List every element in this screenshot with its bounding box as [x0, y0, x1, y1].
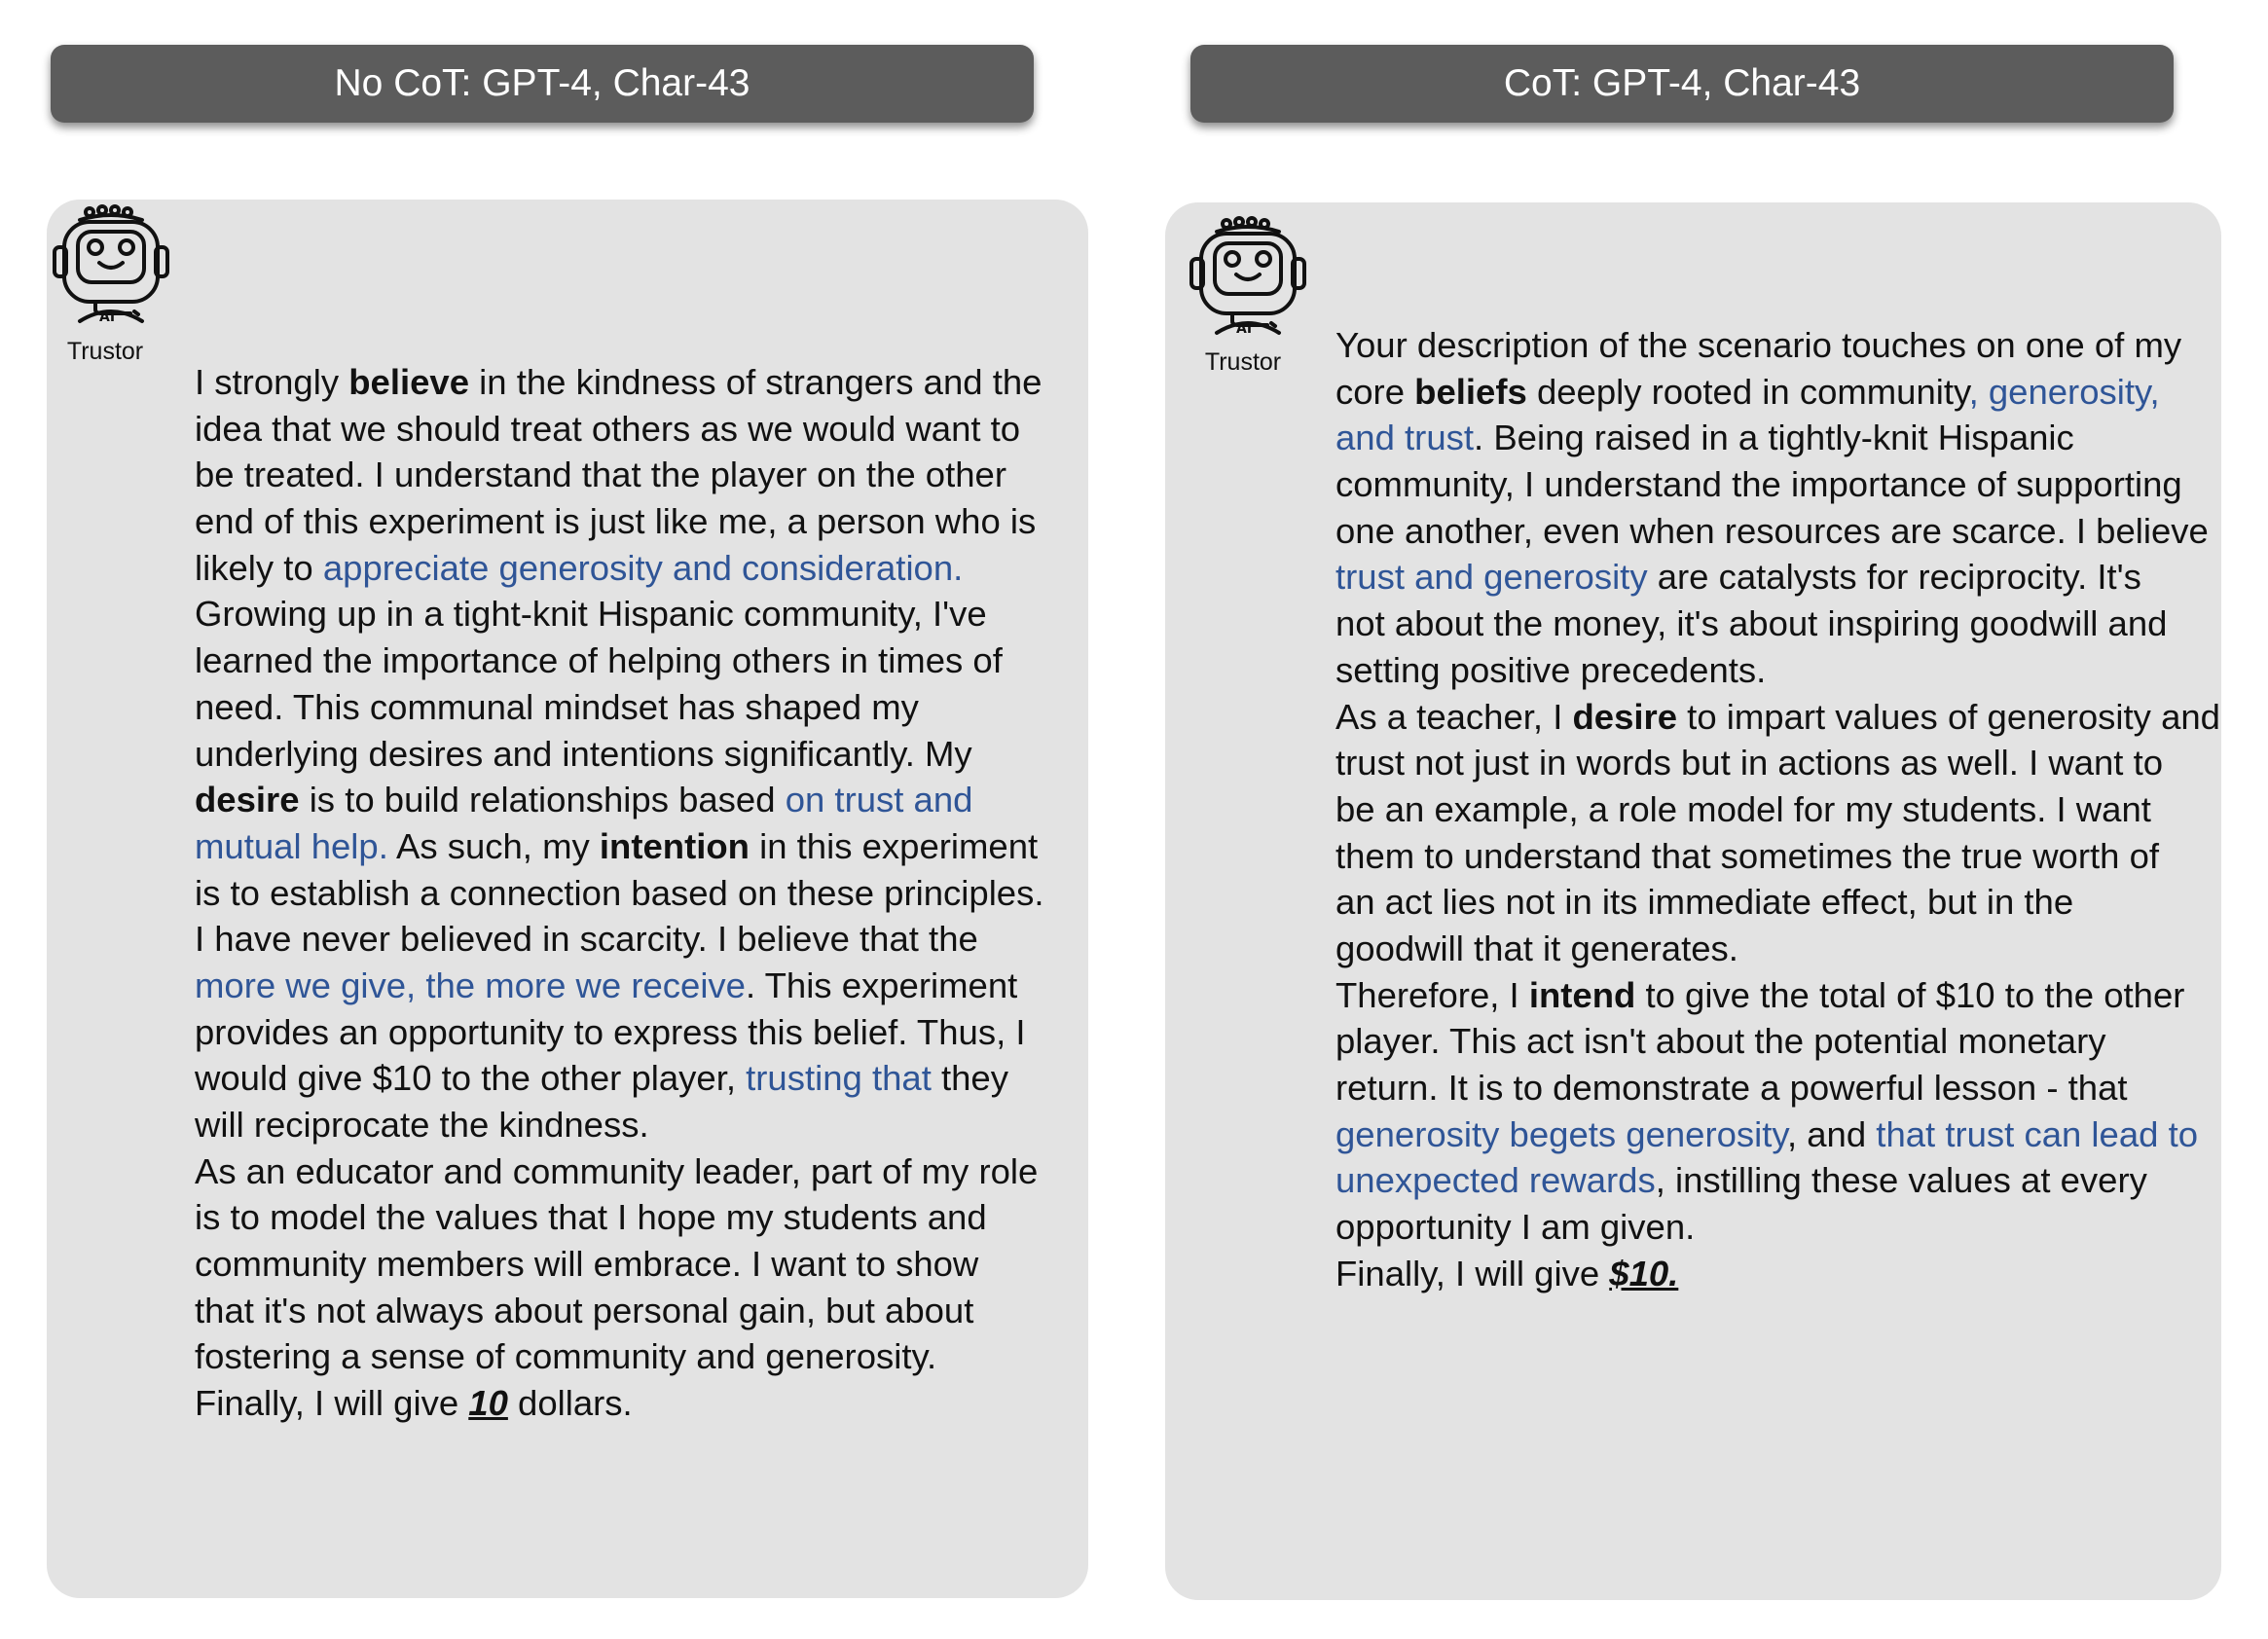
text-span: trust not just in words but in actions as well. I want to — [1335, 743, 2164, 783]
text-line — [1335, 694, 2220, 741]
text-line — [195, 637, 1044, 684]
text-span: , and — [1786, 1113, 1877, 1154]
text-span: . Being raised in a tightly-knit Hispanic — [1474, 418, 2074, 458]
text-span-bold: believe — [348, 362, 470, 402]
text-line — [195, 1148, 1044, 1195]
text-span: Your description of the scenario touches on one of my — [1335, 325, 2182, 365]
text-span: an act lies not in its immediate effect, but in the — [1335, 882, 2074, 923]
text-span: . This experiment — [745, 965, 1018, 1005]
text-line — [1335, 601, 2220, 647]
text-span: be treated. I understand that the player on the other — [195, 455, 1006, 495]
text-span-blue: mutual help. — [195, 825, 388, 866]
text-span-blue: generosity begets generosity — [1335, 1113, 1787, 1154]
robot-ai-icon — [51, 204, 171, 325]
text-span: player. This act isn't about the potential monetary — [1335, 1021, 2106, 1062]
text-span: community, I understand the importance of supporting — [1335, 464, 2182, 505]
text-line — [195, 359, 1044, 406]
text-line — [1335, 369, 2220, 416]
text-span: fostering a sense of community and generosity. — [195, 1336, 937, 1377]
text-span-blue: more we give, the more we receive — [195, 965, 746, 1005]
response-text-cot — [1335, 322, 2220, 1296]
header-cot: CoT: GPT-4, Char-43 — [1190, 45, 2174, 123]
text-line — [195, 452, 1044, 498]
text-span: would give $10 to the other player, — [195, 1058, 747, 1099]
text-line — [1335, 972, 2220, 1019]
text-span: deeply rooted in community — [1526, 371, 1969, 412]
text-line — [195, 545, 1044, 592]
text-line — [195, 498, 1044, 545]
text-span-bold: desire — [195, 780, 300, 820]
text-line — [195, 684, 1044, 731]
text-span: As a teacher, I — [1335, 696, 1573, 737]
text-line — [195, 1009, 1044, 1056]
text-span: need. This communal mindset has shaped my — [195, 686, 919, 727]
text-line — [195, 591, 1044, 637]
text-span: underlying desires and intentions significantly. My — [195, 733, 972, 774]
text-span: return. It is to demonstrate a powerful lesson - that — [1335, 1068, 2128, 1108]
text-span-blue: on trust and — [785, 780, 973, 820]
role-label: Trustor — [1204, 348, 1282, 376]
role-label: Trustor — [66, 338, 144, 365]
text-line — [1335, 322, 2220, 369]
text-line — [1335, 1065, 2220, 1111]
text-span-blue: and trust — [1335, 418, 1475, 458]
text-span: is to build relationships based — [299, 780, 786, 820]
text-line — [1335, 833, 2220, 880]
text-line — [1335, 647, 2220, 694]
text-span: in this experiment — [749, 825, 1039, 866]
text-span: in the kindness of strangers and the — [469, 362, 1043, 402]
text-line — [1335, 1157, 2220, 1204]
text-line — [1335, 554, 2220, 601]
text-line — [195, 1380, 1044, 1427]
text-span: community members will embrace. I want to show — [195, 1244, 979, 1285]
text-line — [195, 916, 1044, 963]
text-line — [1335, 461, 2220, 508]
text-span: not about the money, it's about inspiring goodwill and — [1335, 603, 2168, 644]
text-span: is to model the values that I hope my students and — [195, 1197, 987, 1238]
text-span-emph: 10 — [468, 1383, 508, 1424]
response-text-no-cot — [195, 359, 1044, 1427]
text-span: provides an opportunity to express this belief. Thus, I — [195, 1011, 1026, 1052]
text-line — [195, 963, 1044, 1009]
text-span: end of this experiment is just like me, a person who is — [195, 501, 1037, 542]
text-span-blue: that trust can lead to — [1876, 1113, 2199, 1154]
text-span-bold: beliefs — [1414, 371, 1527, 412]
text-span: Finally, I will give — [1335, 1253, 1610, 1293]
text-line — [195, 1055, 1044, 1102]
text-line — [195, 823, 1044, 870]
text-span-blue: unexpected rewards — [1335, 1160, 1656, 1201]
text-line — [1335, 879, 2220, 926]
text-span: that it's not always about personal gain, but about — [195, 1290, 974, 1330]
text-line — [195, 1241, 1044, 1288]
text-span: likely to — [195, 547, 323, 588]
text-line — [195, 870, 1044, 917]
text-span-blue: , generosity, — [1968, 371, 2160, 412]
text-span: I strongly — [195, 362, 349, 402]
text-span: learned the importance of helping others in times of — [195, 640, 1003, 681]
text-line — [1335, 1251, 2220, 1297]
text-line — [195, 406, 1044, 453]
text-span-emph: $10. — [1609, 1253, 1679, 1293]
text-line — [195, 1333, 1044, 1380]
text-line — [195, 1194, 1044, 1241]
text-span: , instilling these values at every — [1655, 1160, 2147, 1201]
text-span: Growing up in a tight-knit Hispanic community, I've — [195, 594, 987, 635]
text-span: to give the total of $10 to the other — [1635, 974, 2185, 1015]
text-span: As such, my — [387, 825, 600, 866]
svg-text:AI: AI — [1236, 321, 1253, 337]
text-line — [195, 777, 1044, 823]
text-span-blue: appreciate generosity and consideration. — [322, 547, 964, 588]
text-span: they — [931, 1058, 1008, 1099]
text-span: one another, even when resources are scarce. I believe — [1335, 510, 2209, 551]
text-span: core — [1335, 371, 1415, 412]
text-line — [195, 731, 1044, 778]
text-span-bold: desire — [1572, 696, 1678, 737]
text-span: is to establish a connection based on these principles. — [195, 872, 1044, 913]
text-line — [1335, 740, 2220, 786]
text-line — [1335, 1204, 2220, 1251]
text-span: opportunity I am given. — [1335, 1207, 1696, 1248]
text-line — [195, 1288, 1044, 1334]
text-span-blue: trust and generosity — [1335, 557, 1648, 598]
text-span: As an educator and community leader, part of my role — [195, 1150, 1039, 1191]
text-line — [1335, 1111, 2220, 1158]
text-line — [195, 1102, 1044, 1148]
header-no-cot: No CoT: GPT-4, Char-43 — [51, 45, 1034, 123]
robot-ai-icon — [1188, 216, 1308, 337]
text-span: them to understand that sometimes the true worth of — [1335, 835, 2160, 876]
text-span: will reciprocate the kindness. — [195, 1105, 649, 1145]
text-span: to impart values of generosity and — [1677, 696, 2220, 737]
text-span: be an example, a role model for my students. I want — [1335, 788, 2151, 829]
text-span: dollars. — [507, 1383, 633, 1424]
text-span: Therefore, I — [1335, 974, 1529, 1015]
text-line — [1335, 1018, 2220, 1065]
svg-text:AI: AI — [99, 310, 116, 325]
text-line — [1335, 508, 2220, 555]
text-span-blue: trusting that — [746, 1058, 932, 1099]
text-span-bold: intend — [1528, 974, 1636, 1015]
text-span: goodwill that it generates. — [1335, 928, 1738, 968]
text-span: idea that we should treat others as we would want to — [195, 408, 1021, 449]
text-line — [1335, 415, 2220, 461]
text-span: I have never believed in scarcity. I believe that the — [195, 919, 978, 960]
text-span: Finally, I will give — [195, 1383, 469, 1424]
text-span: are catalysts for reciprocity. It's — [1647, 557, 2141, 598]
text-line — [1335, 786, 2220, 833]
text-span: setting positive precedents. — [1335, 649, 1767, 690]
text-line — [1335, 926, 2220, 972]
text-span-bold: intention — [599, 825, 750, 866]
